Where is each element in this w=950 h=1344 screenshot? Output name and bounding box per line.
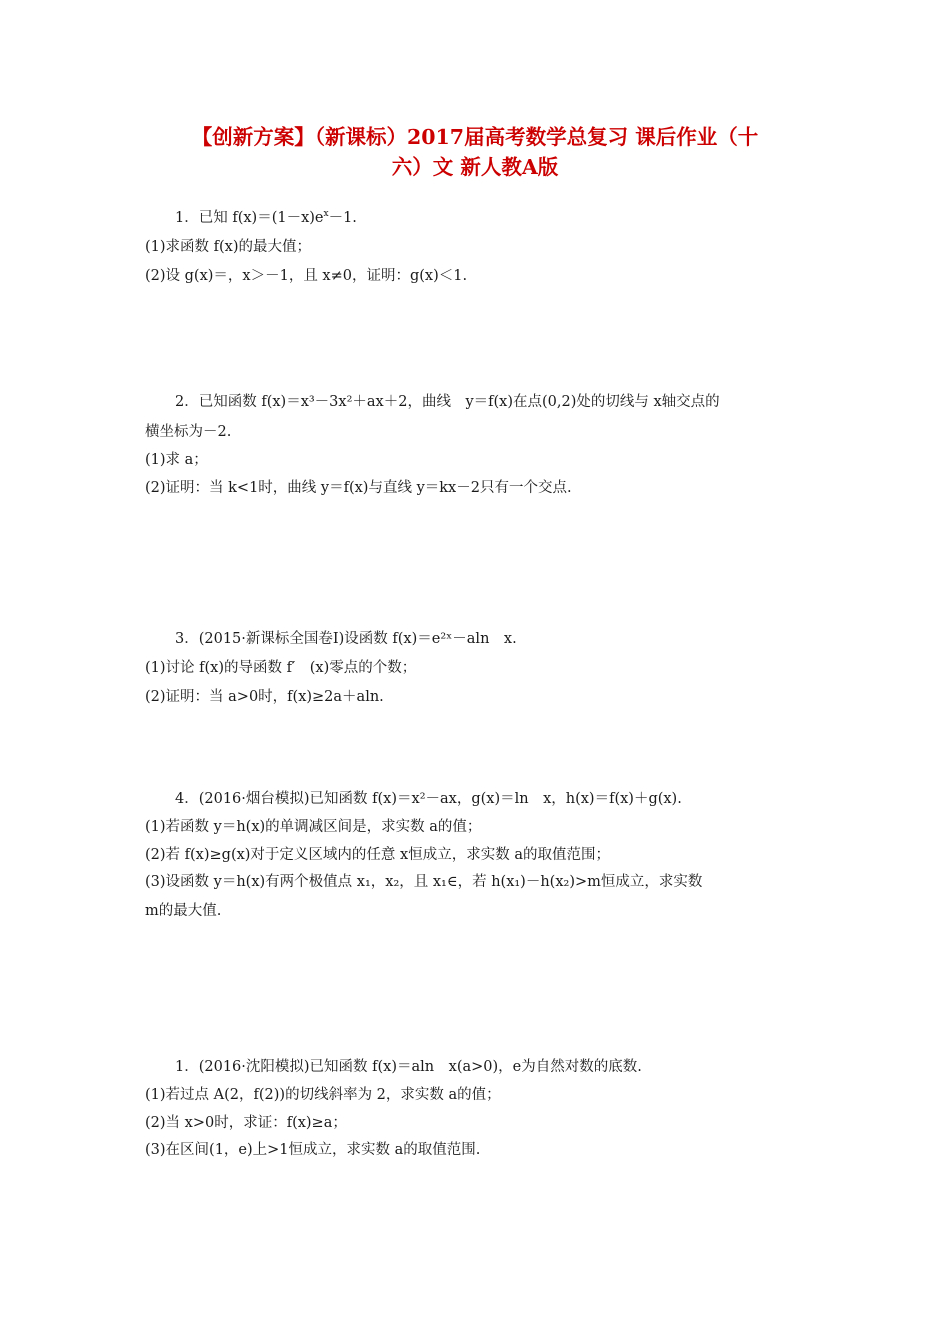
problem-1-statement: 1．已知 $f(x)=(1-x)e^x-1$. [175, 209, 357, 226]
problem-4-statement: 4．(2016·烟台模拟)已知函数 f(x)＝x²－ax，g(x)＝ln x，h(x)＝f(x)＋g(x). [175, 791, 682, 807]
problem-1-part-1: (1)求函数 f(x)的最大值； [145, 239, 312, 255]
problem-2-statement-cont: 横坐标为－2. [145, 424, 232, 440]
problem-4-part-2: (2)若 f(x)≥g(x)对于定义区域内的任意 x恒成立，求实数 a的取值范围； [145, 847, 610, 863]
problem-2-part-2: (2)证明：当 k<1时，曲线 y＝f(x)与直线 y＝kx－2只有一个交点. [145, 480, 572, 496]
title-line-2: 六）文 新人教A版 [391, 155, 559, 179]
problem-2-part-1: (1)求 a； [145, 452, 208, 468]
problem-3-part-1: (1)讨论 f(x)的导函数 f′ (x)零点的个数； [145, 660, 417, 676]
exponent: x [323, 209, 329, 219]
problem-1-part-2: (2)设 g(x)＝，x＞－1，且 x≠0，证明：g(x)＜1. [145, 268, 468, 284]
problem-4-part-1: (1)若函数 y＝h(x)的单调减区间是，求实数 a的值； [145, 819, 482, 835]
document-title [140, 122, 810, 182]
problem-4-part-3-cont: m的最大值. [145, 903, 222, 919]
problem-3-statement: 3．(2015·新课标全国卷Ⅰ)设函数 f(x)＝e²ˣ－aln x. [175, 631, 517, 647]
problem-b1-part-3: (3)在区间(1，e)上>1恒成立，求实数 a的取值范围. [145, 1142, 481, 1158]
problem-b1-part-2: (2)当 x>0时，求证：f(x)≥a； [145, 1115, 347, 1131]
problem-4-part-3: (3)设函数 y＝h(x)有两个极值点 x₁，x₂，且 x₁∈，若 h(x₁)－h(x₂)>m恒成立，求实数 [145, 874, 703, 890]
problem-b1-statement: 1．(2016·沈阳模拟)已知函数 f(x)＝aln x(a>0)，e为自然对数的底数. [175, 1059, 642, 1075]
problem-3-part-2: (2)证明：当 a>0时，f(x)≥2a＋aln. [145, 689, 384, 705]
problem-b1-part-1: (1)若过点 A(2，f(2))的切线斜率为 2，求实数 a的值； [145, 1087, 501, 1103]
problem-2-statement: 2．已知函数 f(x)＝x³－3x²＋ax＋2，曲线 y＝f(x)在点(0,2)处的切线与 x轴交点的 [175, 394, 720, 410]
title-line-1: 【创新方案】（新课标）2017届高考数学总复习 课后作业（十 [191, 125, 759, 149]
